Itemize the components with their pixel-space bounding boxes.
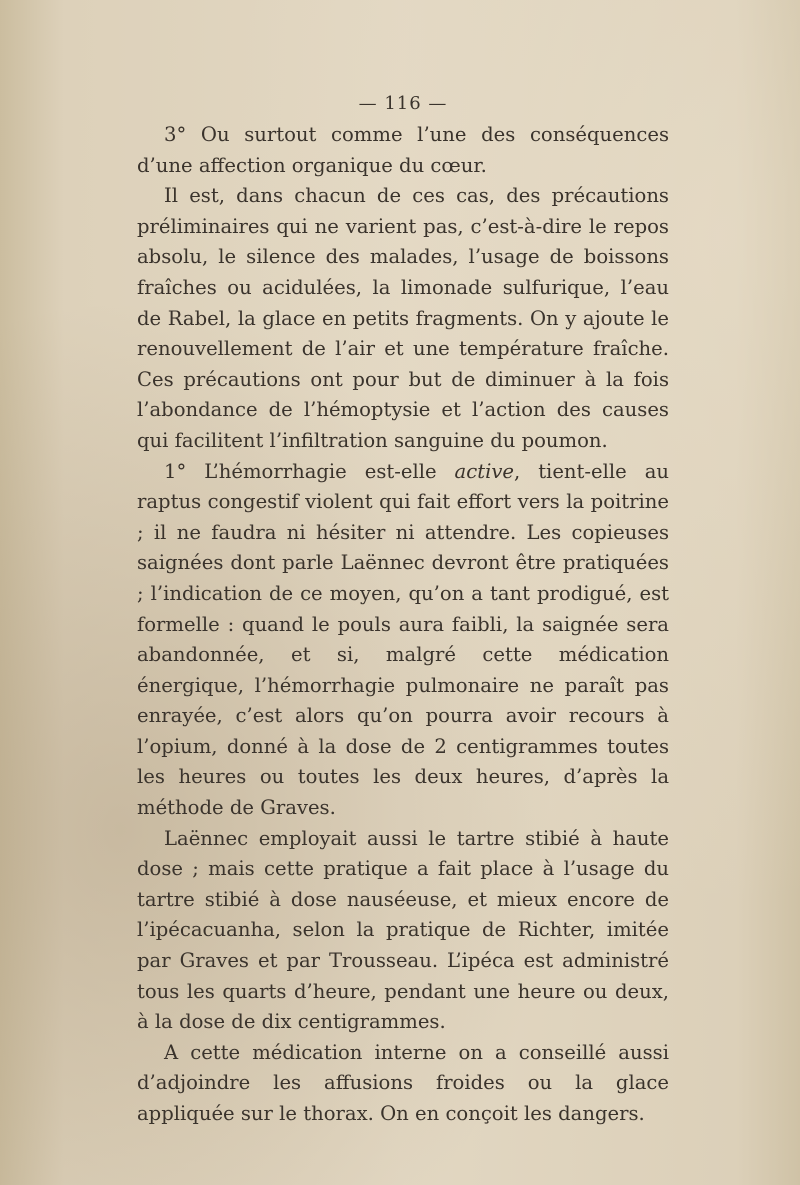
paragraph-cardiac-cause: 3° Ou surtout comme l’une des conséquences d’une affection organique du cœur. (137, 123, 669, 177)
paragraph-cold-affusions: A cette médication interne on a conseillé aussi d’adjoindre les affusions froides ou la glace appliquée sur le thorax. On en conçoit les dangers. (137, 1040, 669, 1125)
emphasis-active: active (454, 459, 515, 483)
paragraph-preliminary-precautions: Il est, dans chacun de ces cas, des précautions préliminaires qui ne varient pas, c’est-à-dire le repos absolu, le silence des malades, l’usage de boissons fraîches ou acidulées, la limonade sulfurique, l’eau de Rabel, la glace en petits fragments. On y ajoute le renouvellement de l’air et une température fraîche. Ces précautions ont pour but de diminuer à la fois l’abondance de l’hémoptysie et l’action des causes qui facilitent l’infiltration sanguine du poumon. (137, 184, 669, 452)
paragraph-active-hemorrhage-rest: , tient-elle au raptus congestif violent qui fait effort vers la poitrine ; il ne faudra ni hésiter ni attendre. Les copieuses saignées dont parle Laënnec devront être pratiquées ; l’indication de ce moyen, qu’on a tant prodigué, est formelle : quand le pouls aura faibli, la saignée sera abandonnée, et si, malgré cette médication énergique, l’hémorrhagie pulmonaire ne paraît pas enrayée, c’est alors qu’on pourra avoir recours à l’opium, donné à la dose de 2 centigrammes toutes les heures ou toutes les deux heures, d’après la méthode de Graves. (137, 459, 670, 820)
paragraph-tartar-emetic: Laënnec employait aussi le tartre stibié à haute dose ; mais cette pratique a fait place à l’usage du tartre stibié à dose nauséeuse, et mieux encore de l’ipécacuanha, selon la pratique de Richter, imitée par Graves et par Trousseau. L’ipéca est administré tous les quarts d’heure, pendant une heure ou deux, à la dose de dix centigrammes. (137, 826, 669, 1034)
book-page (137, 90, 669, 1130)
page-number: — 116 — (358, 93, 448, 114)
paragraph-active-hemorrhage (137, 457, 669, 824)
paragraph-active-hemorrhage-start: 1° L’hémorrhagie est-elle (164, 459, 455, 483)
